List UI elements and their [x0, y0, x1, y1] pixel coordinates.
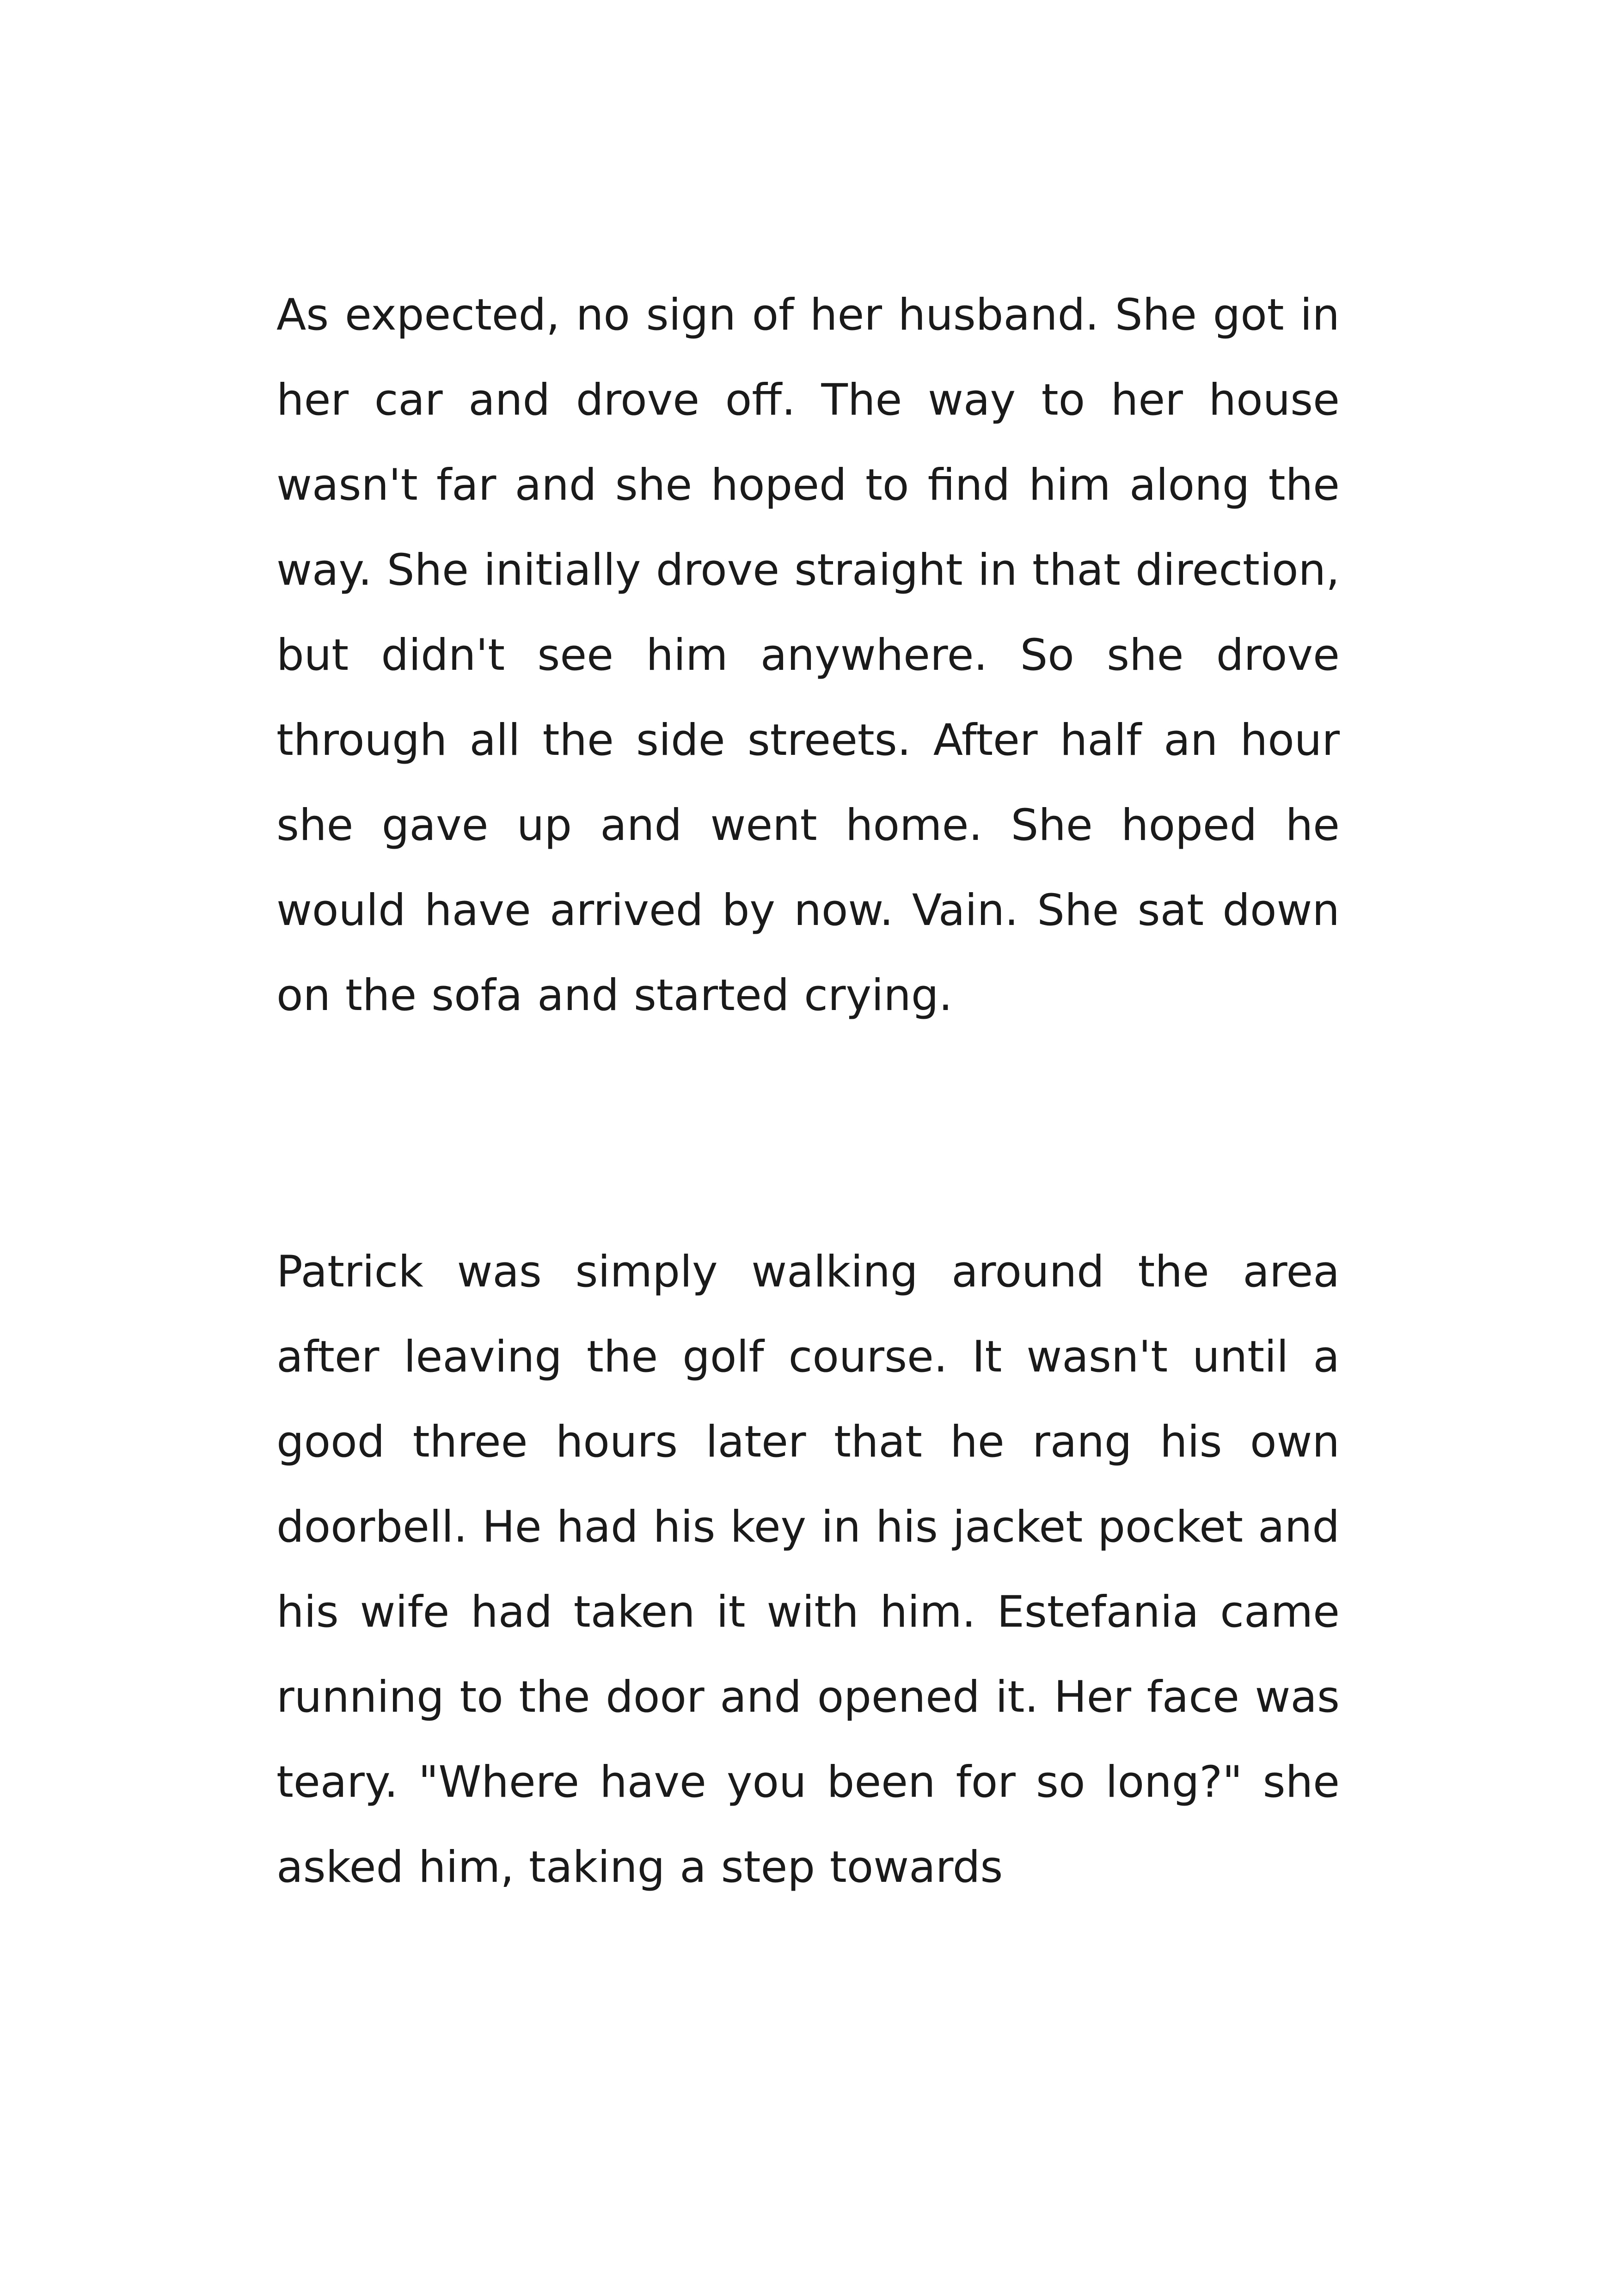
paragraph-2: Patrick was simply walking around the area after leaving the golf course. It wasn't until a good three hours later that he rang his own doorbell. He had his key in his jacket pocket and his wife had taken it with him. Estefania came running to the door and opened it. Her face was teary. "Where have you been for so long?" she asked him, taking a step towards [276, 1247, 1340, 1892]
paragraph-1: As expected, no sign of her husband. She got in her car and drove off. The way to her house wasn't far and she hoped to find him along the way. She initially drove straight in that direction, but didn't see him anywhere. So she drove through all the side streets. After half an hour she gave up and went home. She hoped he would have arrived by now. Vain. She sat down on the sofa and started crying. [276, 290, 1340, 1021]
